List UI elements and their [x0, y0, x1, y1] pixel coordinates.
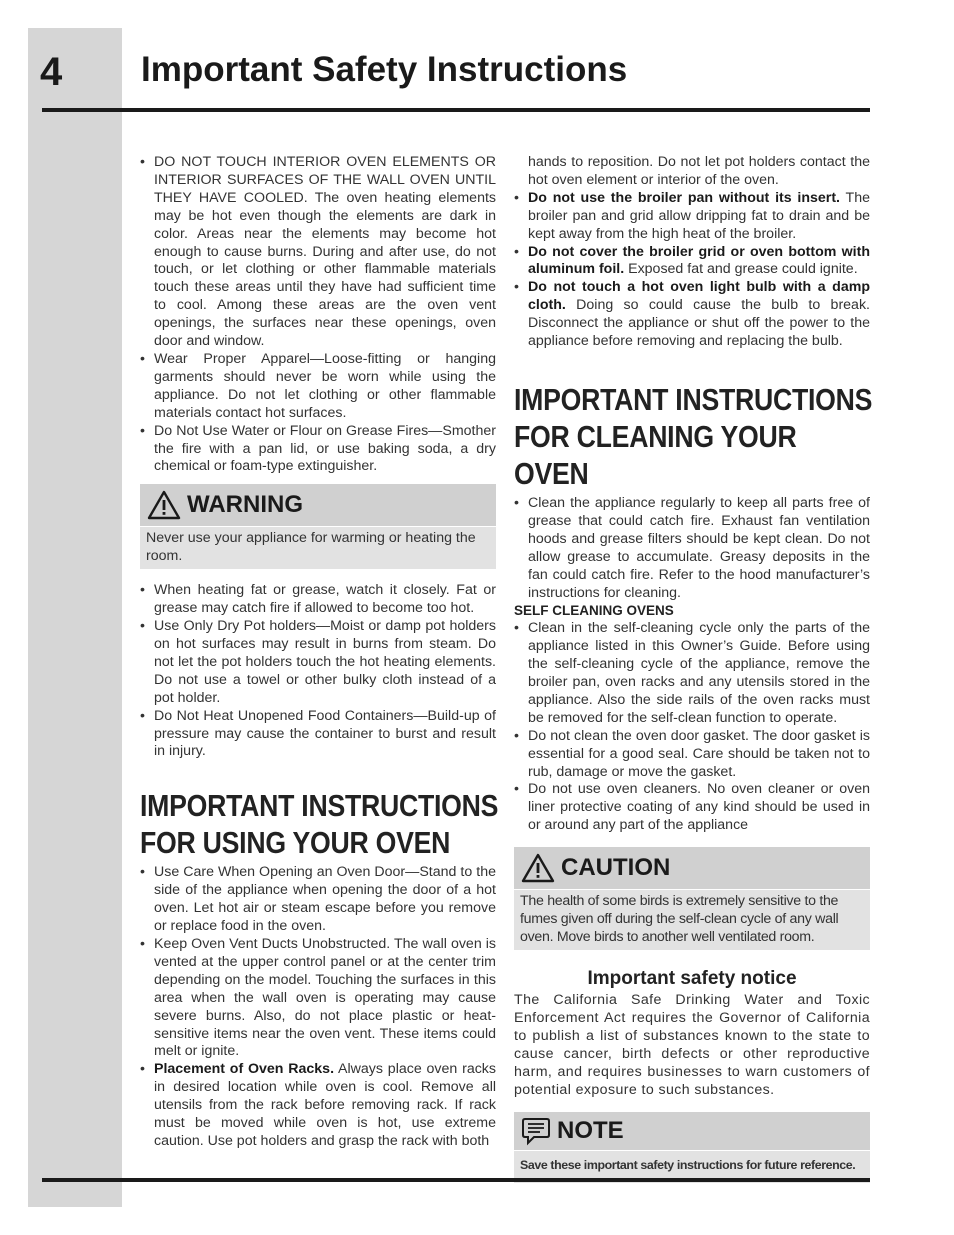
racks-bold: Placement of Oven Racks. [154, 1061, 335, 1078]
foil-bold: Do not cover the broiler grid or oven bottom with aluminum foil. [528, 243, 870, 278]
top-rule [42, 108, 870, 112]
note-box [514, 1112, 870, 1183]
list-item: • Clean in the self-cleaning cycle only the parts of the appliance listed in this Owner’s Guide. Before using the self-cleaning cycle of the appliance, remove the broiler pan, oven racks and any utensils stored in the appliance. Also the side rails of the oven racks must be removed for the self-clean function to operate. [514, 620, 870, 727]
note-label: NOTE [557, 1116, 624, 1144]
list-item: • DO NOT TOUCH INTERIOR OVEN ELEMENTS OR INTERIOR SURFACES OF THE WALL OVEN UNTIL THEY HAVE COOLED. The oven heating elements may be hot even though the elements are dark in color. Areas near the elements may become hot enough to cause burns. During and after use, do not touch, or let clothing or other flammable materials touch these areas until they have had sufficient time to cool. Among these areas are the oven vent openings, the surfaces near these openings, oven door and window. [140, 154, 496, 351]
page-number: 4 [40, 50, 63, 94]
warning-text: Never use your appliance for warming or heating the room. [146, 530, 476, 565]
warning-header [140, 484, 496, 527]
racks-text: Always place oven racks in desired location while oven is cool. Remove all utensils from the rack before removing rack. If rack must be moved while oven is hot, use extreme caution. Use pot holders and grasp the rack with both [154, 1061, 496, 1149]
warning-triangle-icon [146, 489, 182, 521]
bullet-list-self-cleaning [514, 620, 870, 835]
self-cleaning-heading: SELF CLEANING OVENS [514, 603, 674, 619]
list-item: • Do not clean the oven door gasket. The door gasket is essential for a good seal. Care should be taken not to rub, damage or move the gasket. [514, 728, 870, 782]
broiler-text: The broiler pan and grid allow dripping fat to drain and be kept away from the high heat of the broiler. [528, 189, 870, 242]
list-item: • When heating fat or grease, watch it closely. Fat or grease may catch fire if allowed to become too hot. [140, 582, 496, 618]
bulb-text: Doing so could cause the bulb to break. Disconnect the appliance or shut off the power to the appliance before removing and replacing the bulb. [528, 297, 870, 350]
side-bar [28, 28, 122, 1207]
left-column [140, 154, 499, 1151]
right-column [514, 154, 873, 1183]
list-item: • Wear Proper Apparel—Loose-fitting or hanging garments should never be worn while using the appliance. Do not let clothing or other flammable materials contact hot surfaces. [140, 351, 496, 423]
note-text: Save these important safety instructions for future reference. [520, 1157, 856, 1172]
cleaning-heading [514, 381, 873, 492]
bullet-list-c [140, 864, 496, 1151]
caution-triangle-icon [520, 852, 556, 884]
list-item: • Clean the appliance regularly to keep all parts free of grease that could catch fire. Exhaust fan ventilation hoods and grease filters should be kept clean. Do not allow grease to accumulate. Greasy deposits in the fan could catch fire. Refer to the hood manufacturer’s instructions for cleaning. [514, 495, 870, 602]
cleaning-heading-line-2: FOR CLEANING YOUR OVEN [514, 418, 797, 491]
using-heading-line-2: FOR USING YOUR OVEN [140, 825, 451, 861]
page-title: Important Safety Instructions [141, 50, 628, 89]
using-heading [140, 787, 499, 861]
list-item [514, 279, 870, 351]
using-heading-line-1: IMPORTANT INSTRUCTIONS [140, 788, 499, 824]
bullet-list-cleaning [514, 495, 870, 602]
notice-text: The California Safe Drinking Water and Toxic Enforcement Act requires the Governor of California to publish a list of substances known to the state to cause cancer, birth defects or other reproductive harm, and requires businesses to warn customers of potential exposure to such substances. [514, 992, 870, 1098]
note-icon [520, 1116, 552, 1146]
bullet-list-continued [514, 154, 870, 351]
notice-heading: Important safety notice [587, 968, 797, 990]
list-item: • Keep Oven Vent Ducts Unobstructed. The wall oven is vented at the upper control panel or at the center trim depending on the model. Touching the surfaces in this area when the wall oven is operating may cause severe burns. Also, do not place plastic or heat-sensitive items near the oven vent. These items could melt or ignite. [140, 936, 496, 1061]
list-item: • Do not use oven cleaners. No oven cleaner or oven liner protective coating of any kind should be used in or around any part of the appliance [514, 781, 870, 835]
warning-label: WARNING [187, 491, 303, 519]
bulb-bold: Do not touch a hot oven light bulb with a damp cloth. [528, 279, 870, 314]
list-item [514, 244, 870, 280]
caution-text: The health of some birds is extremely sensitive to the fumes given off during the self-clean cycle of any wall oven. Move birds to another well ventilated room. [520, 893, 839, 946]
list-item: • Do Not Use Water or Flour on Grease Fires—Smother the fire with a pan lid, or use baking soda, a dry chemical or foam-type extinguisher. [140, 423, 496, 477]
broiler-bold: Do not use the broiler pan without its insert. [528, 189, 840, 206]
bullet-list-a [140, 154, 496, 476]
caution-header [514, 847, 870, 890]
list-item: • Use Only Dry Pot holders—Moist or damp pot holders on hot surfaces may result in burns from steam. Do not let the pot holders touch the hot heating elements. Do not use a towel or other bulky cloth instead of a pot holder. [140, 618, 496, 708]
note-header [514, 1112, 870, 1151]
cleaning-heading-line-1: IMPORTANT INSTRUCTIONS [514, 381, 873, 417]
caution-label: CAUTION [561, 854, 671, 882]
list-item [140, 1061, 496, 1151]
caution-box [514, 847, 870, 950]
list-item-continued: hands to reposition. Do not let pot holders contact the hot oven element or interior of the oven. [528, 154, 870, 188]
list-item: • Use Care When Opening an Oven Door—Stand to the side of the appliance when opening the door of a hot oven. Let hot air or steam escape before you remove or replace food in the oven. [140, 864, 496, 936]
warning-box [140, 484, 496, 569]
bottom-rule [42, 1178, 870, 1182]
list-item [514, 190, 870, 244]
bullet-list-b [140, 582, 496, 761]
list-item: • Do Not Heat Unopened Food Containers—Build-up of pressure may cause the container to burst and result in injury. [140, 708, 496, 762]
foil-text: Exposed fat and grease could ignite. [624, 261, 858, 278]
